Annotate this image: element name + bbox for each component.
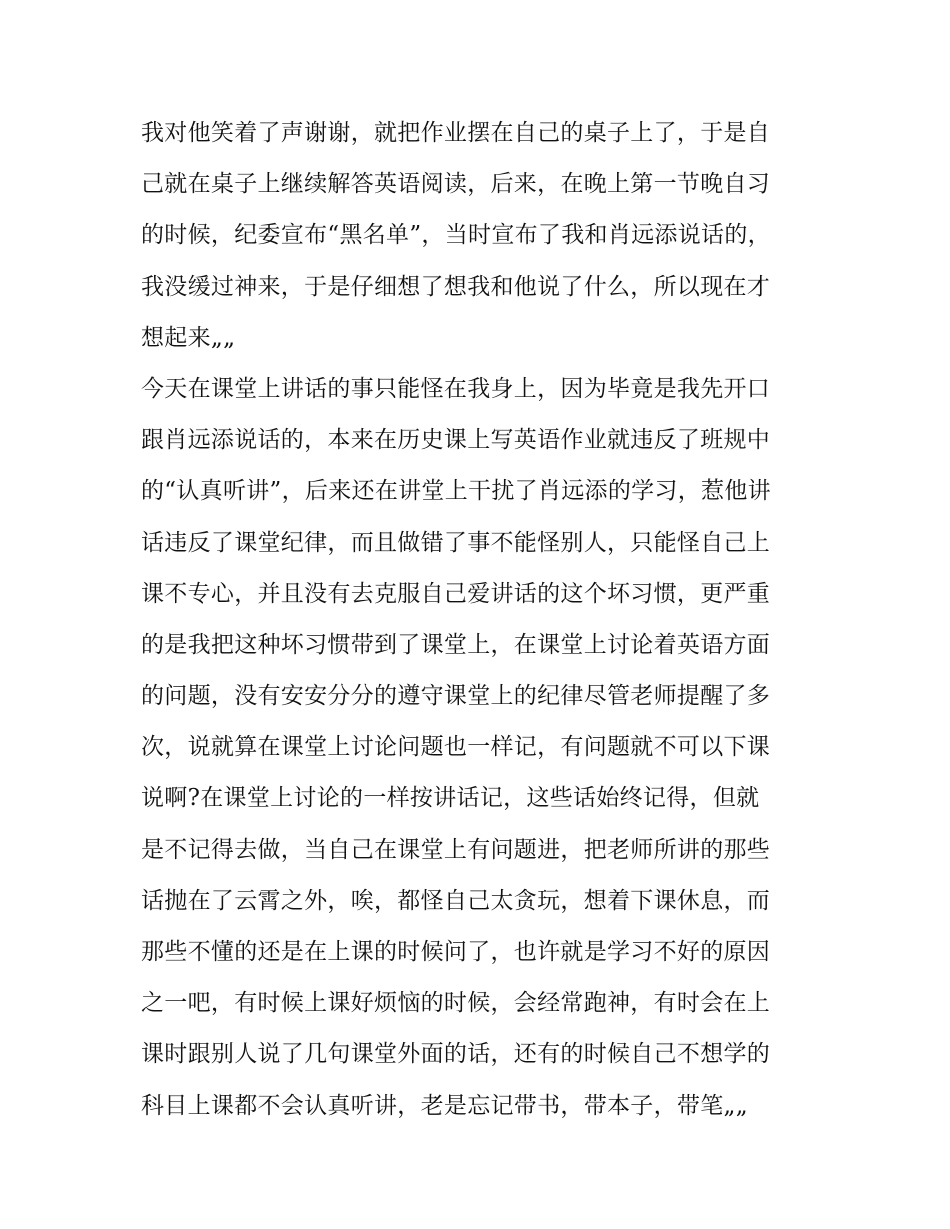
text-line: 我对他笑着了声谢谢，就把作业摆在自己的桌子上了，于是自 (141, 120, 771, 146)
text-line: 跟肖远添说话的，本来在历史课上写英语作业就违反了班规中 (141, 427, 771, 454)
text-line: 话抛在了云霄之外，唉，都怪自己太贪玩，想着下课休息，而 (141, 887, 771, 914)
text-line: 是不记得去做，当自己在课堂上有问题进，把老师所讲的那些 (141, 836, 771, 863)
text-line: 的是我把这种坏习惯带到了课堂上，在课堂上讨论着英语方面 (141, 631, 771, 658)
text-line: 己就在桌子上继续解答英语阅读，后来，在晚上第一节晚自习 (141, 171, 771, 198)
text-line: 今天在课堂上讲话的事只能怪在我身上，因为毕竟是我先开口 (141, 375, 771, 402)
text-line: 的“认真听讲”，后来还在讲堂上干扰了肖远添的学习，惹他讲 (141, 478, 771, 505)
text-line: 课不专心，并且没有去克服自己爱讲话的这个坏习惯，更严重 (141, 580, 771, 607)
text-line: 话违反了课堂纪律，而且做错了事不能怪别人，只能怪自己上 (141, 529, 771, 556)
text-line: 我没缓过神来，于是仔细想了想我和他说了什么，所以现在才 (141, 273, 771, 300)
text-line: 课时跟别人说了几句课堂外面的话，还有的时候自己不想学的 (141, 1041, 771, 1068)
text-line: 想起来„„ (141, 324, 236, 351)
text-line: 次，说就算在课堂上讨论问题也一样记，有问题就不可以下课 (141, 734, 771, 761)
text-line: 的时候，纪委宣布“黑名单”，当时宣布了我和肖远添说话的， (141, 222, 771, 249)
text-line: 之一吧，有时候上课好烦恼的时候，会经常跑神，有时会在上 (141, 990, 771, 1017)
text-line: 那些不懂的还是在上课的时候问了，也许就是学习不好的原因 (141, 939, 771, 965)
text-line: 科目上课都不会认真听讲，老是忘记带书，带本子，带笔„„ (141, 1092, 748, 1119)
text-line: 的问题，没有安安分分的遵守课堂上的纪律尽管老师提醒了多 (141, 683, 771, 710)
body-text (141, 108, 821, 1132)
text-line: 说啊?在课堂上讨论的一样按讲话记，这些话始终记得，但就 (141, 785, 760, 812)
